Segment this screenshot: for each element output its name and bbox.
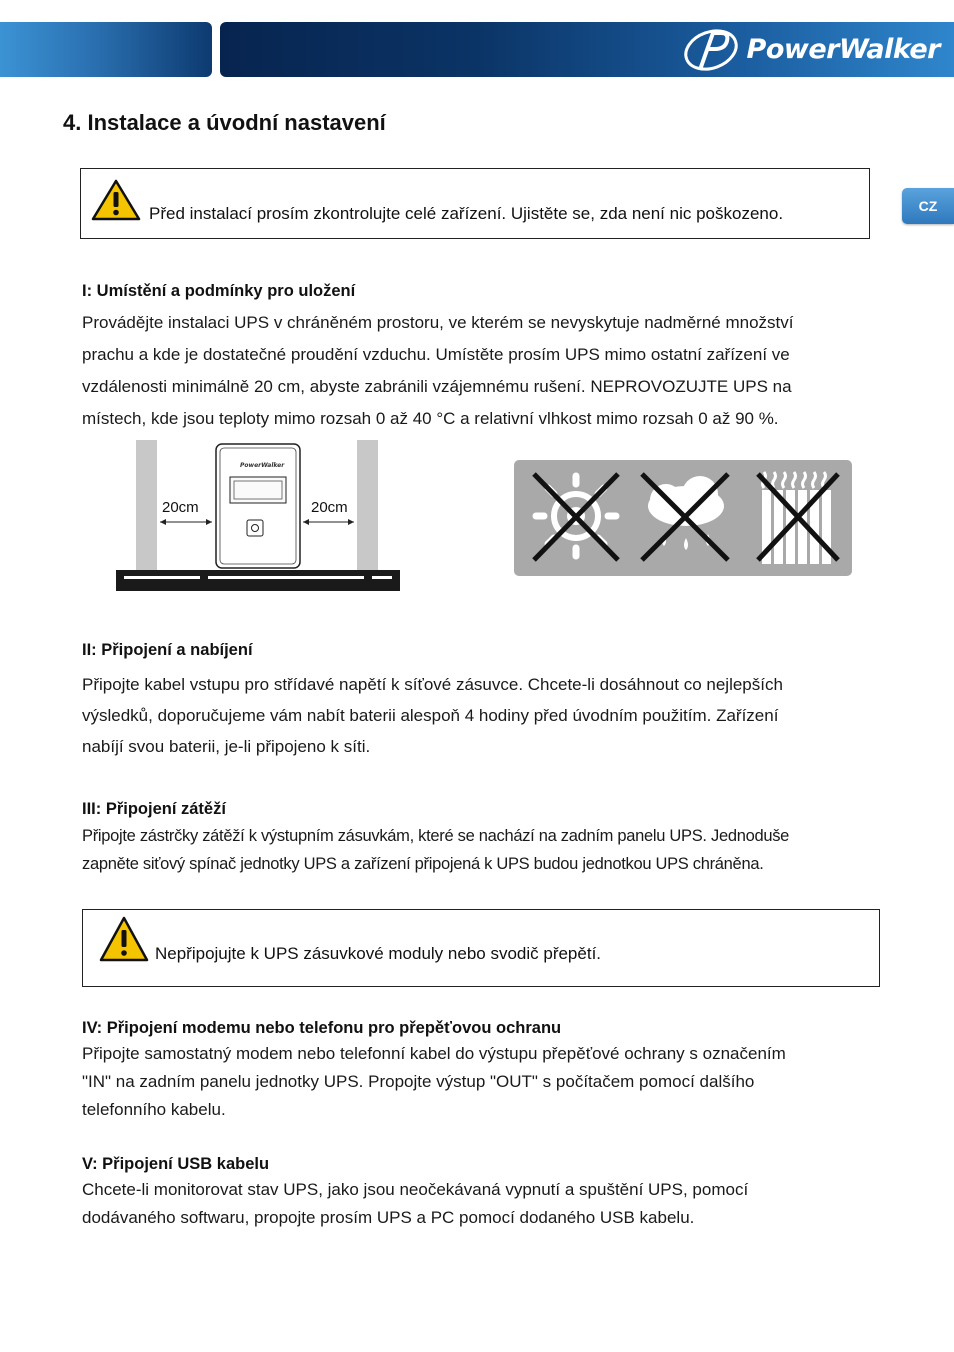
section-body <box>82 307 872 435</box>
left-clearance-arrow <box>160 519 212 525</box>
section-body <box>82 669 872 762</box>
body-line: Připojte zástrčky zátěží k výstupním zásuvkám, které se nachází na zadním panelu UPS. Jednoduše <box>82 827 790 845</box>
section-title: I: Umístění a podmínky pro uložení <box>82 282 356 300</box>
section-body <box>82 1176 872 1232</box>
header-left-bar <box>0 22 212 77</box>
body-line: Chcete-li monitorovat stav UPS, jako jsou neočekávaná vypnutí a spuštění UPS, pomocí <box>82 1180 749 1199</box>
body-line: zapněte siťový spínač jednotky UPS a zařízení připojená k UPS budou jednotkou UPS chráněna. <box>82 855 764 873</box>
section-title: IV: Připojení modemu nebo telefonu pro přepěťovou ochranu <box>82 1019 562 1037</box>
warning-triangle-icon <box>99 916 149 967</box>
left-clearance-label: 20cm <box>162 499 199 516</box>
no-sun-heat-icon <box>534 474 618 560</box>
warning-notice <box>82 909 880 987</box>
section-connection-charging <box>82 639 872 762</box>
right-clearance-label: 20cm <box>311 499 348 516</box>
powerwalker-logo-icon <box>681 27 741 73</box>
notice-text: Nepřipojujte k UPS zásuvkové moduly nebo svodič přepětí. <box>155 944 602 963</box>
body-line: místech, kde jsou teploty mimo rozsah 0 až 40 °C a relativní vlhkost mimo rozsah 0 až 90 %. <box>82 409 779 428</box>
body-line: Připojte samostatný modem nebo telefonní kabel do výstupu přepěťové ochrany s označením <box>82 1044 786 1063</box>
body-line: dodávaného softwaru, propojte prosím UPS a PC pomocí dodaného USB kabelu. <box>82 1208 695 1227</box>
body-line: vzdálenosti minimálně 20 cm, abyste zabránili vzájemnému rušení. NEPROVOZUJTE UPS na <box>82 377 792 396</box>
no-rain-moisture-icon <box>642 474 728 560</box>
placement-diagram <box>116 440 400 592</box>
section-title: II: Připojení a nabíjení <box>82 641 253 659</box>
body-line: nabíjí svou baterii, je-li připojeno k síti. <box>82 737 371 756</box>
section-title: III: Připojení zátěží <box>82 800 226 818</box>
shelf-base <box>116 570 400 591</box>
header-band <box>0 0 954 80</box>
right-wall <box>357 440 378 570</box>
environment-restrictions <box>514 460 852 576</box>
device-brand: PowerWalker <box>240 462 285 469</box>
section-placement <box>82 280 872 435</box>
section-loads <box>82 798 872 878</box>
right-clearance-arrow <box>303 519 354 525</box>
body-line: Provádějte instalaci UPS v chráněném prostoru, ve kterém se nevyskytuje nadměrné množství <box>82 313 794 332</box>
body-line: "IN" na zadním panelu jednotky UPS. Propojte výstup "OUT" s počítačem pomocí dalšího <box>82 1072 755 1091</box>
body-line: výsledků, doporučujeme vám nabít baterii alespoň 4 hodiny před úvodním použitím. Zařízení <box>82 706 779 725</box>
body-line: telefonního kabelu. <box>82 1100 226 1119</box>
section-title: V: Připojení USB kabelu <box>82 1155 270 1173</box>
page-title: 4. Instalace a úvodní nastavení <box>63 110 386 135</box>
section-body <box>82 822 872 878</box>
warning-notice <box>80 168 870 239</box>
brand-logo <box>681 22 940 77</box>
section-body <box>82 1040 872 1124</box>
body-line: prachu a kde je dostatečné proudění vzduchu. Umístěte prosím UPS mimo ostatní zařízení ve <box>82 345 790 364</box>
warning-triangle-icon <box>91 179 141 226</box>
left-wall <box>136 440 157 570</box>
language-tab[interactable]: CZ <box>902 188 954 224</box>
brand-name: PowerWalker <box>746 34 940 65</box>
ups-device <box>216 444 300 568</box>
body-line: Připojte kabel vstupu pro střídavé napětí k síťové zásuvce. Chcete-li dosáhnout co nejlepších <box>82 675 783 694</box>
section-modem-phone <box>82 1017 872 1124</box>
section-usb <box>82 1153 872 1232</box>
notice-text: Před instalací prosím zkontrolujte celé zařízení. Ujistěte se, zda není nic poškozeno. <box>149 204 784 223</box>
